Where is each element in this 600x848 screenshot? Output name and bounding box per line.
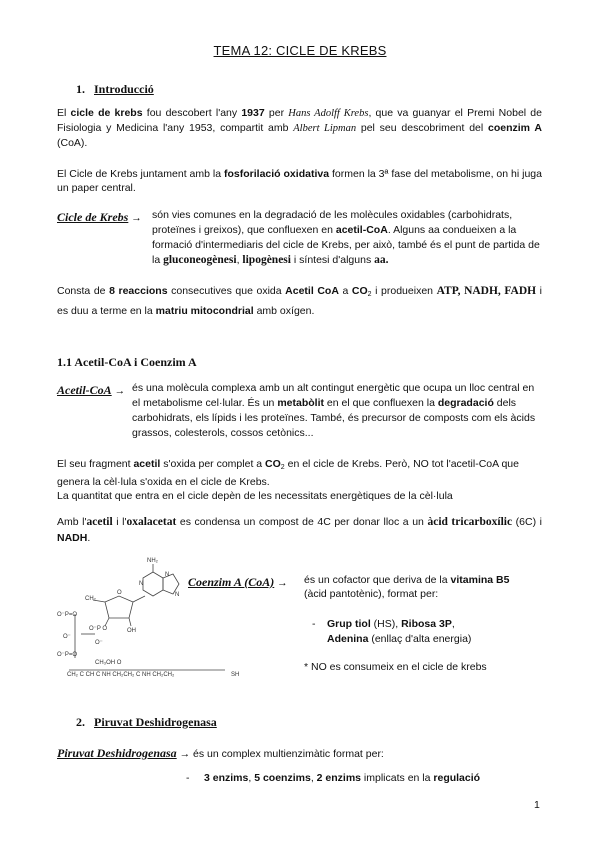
- svg-text:CH₂: CH₂: [85, 596, 96, 602]
- svg-text:O⁻P O: O⁻P O: [89, 626, 108, 632]
- definition-body-acetil-coa: és una molècula complexa amb un alt contingut energètic que ocupa un lloc central en el metabolisme cel·lular. És un metabòlit en el que confluexen la degradació dels carbohidrats, els lípids i les proteïnes. També, és precursor de composts com els àcids grassos, colesterols, cossos cetònics...: [132, 382, 536, 439]
- list-bullet: -: [312, 618, 316, 630]
- svg-text:O⁻: O⁻: [63, 634, 71, 640]
- list-bullet: -: [186, 772, 190, 784]
- svg-text:CH₃OH O: CH₃OH O: [95, 660, 122, 666]
- paragraph-fragment-acetil: El seu fragment acetil s'oxida per complet a $CO_2$ en el cicle de Krebs. Però, NO tot l'acetil-CoA que genera la cèl·lula s'oxida en el cicle de Krebs. La quantitat que entra en el cicle depèn de les necessitats energètiques de la cèl·lula: [57, 458, 519, 502]
- person-name: Hans Adolff Krebs: [288, 108, 369, 119]
- section-heading-introduccio: [76, 82, 154, 97]
- paragraph-reaccions: Consta de 8 reaccions consecutives que oxida Acetil CoA a $CO_2$ i produeixen ATP, NADH, FADH i es duu a terme en la matriu mitocondrial amb oxígen.: [57, 285, 542, 317]
- coa-note: * NO es consumeix en el cicle de krebs: [304, 661, 487, 673]
- paragraph-condensacio: Amb l'acetil i l'oxalacetat es condensa un compost de 4C per donar lloc a un àcid tricarboxílic (6C) i NADH.: [57, 516, 542, 544]
- piruvat-components: 3 enzims, 5 coenzims, 2 enzims implicats en la regulació: [204, 772, 481, 784]
- svg-text:O⁻: O⁻: [95, 640, 103, 646]
- section-number: 1.: [76, 82, 85, 96]
- section-number: 2.: [76, 715, 85, 729]
- definition-term-coenzim-a: Coenzim A (CoA) →: [188, 575, 288, 589]
- paragraph-intro: El cicle de krebs fou descobert l'any 1937 per Hans Adolff Krebs, que va guanyar el Premi Nobel de Fisiologia y Medicina l'any 1953, compartit amb Albert Lipman pel seu descobriment del coenzim A (CoA).: [57, 107, 542, 149]
- person-name: Albert Lipman: [293, 123, 357, 134]
- svg-text:N: N: [175, 592, 180, 598]
- svg-text:O: O: [117, 590, 122, 596]
- pantothenate-chain: CH₂ C CH C NH CH₂CH₂ C NH CH₂CH₂: [67, 672, 175, 678]
- keyword: cicle de krebs: [70, 107, 143, 119]
- thiol-group-label: SH: [231, 672, 240, 678]
- page-number: 1: [534, 799, 540, 811]
- svg-text:N: N: [139, 581, 144, 587]
- definition-term-cicle-krebs: Cicle de Krebs →: [57, 210, 142, 224]
- definition-term-acetil-coa: Acetil-CoA →: [57, 383, 126, 397]
- svg-text:N: N: [165, 572, 170, 578]
- svg-text:O⁻P=O: O⁻P=O: [57, 612, 78, 618]
- section-heading-piruvat: [76, 715, 217, 730]
- paragraph-fosforilacio: El Cicle de Krebs juntament amb la fosforilació oxidativa formen la 3ª fase del metabolisme, on hi juga un paper central.: [57, 168, 542, 194]
- definition-body-cicle-krebs: són vies comunes en la degradació de les molècules oxidables (carbohidrats, proteïnes i greixos), que confluexen en acetil-CoA. Alguns aa condueixen a la formació d'intermediaris del cicle de Krebs, per això, també és el punt de partida de la gluconeogènesi, lipogènesi i síntesi d'alguns aa.: [152, 209, 540, 266]
- definition-term-piruvat: Piruvat Deshidrogenasa → és un complex multienzimàtic format per:: [57, 746, 384, 760]
- section-title: Piruvat Deshidrogenasa: [94, 715, 217, 729]
- definition-body-coenzim-a-2: (àcid pantotènic), format per:: [304, 588, 439, 600]
- svg-text:OH: OH: [127, 628, 136, 634]
- definition-body-coenzim-a: és un cofactor que deriva de la vitamina B5: [304, 574, 510, 586]
- svg-text:O⁻P=O: O⁻P=O: [57, 652, 78, 658]
- coa-components-list: Grup tiol (HS), Ribosa 3P, Adenina (enllaç d'alta energia): [327, 618, 472, 645]
- nh2-label: NH₂: [147, 558, 158, 564]
- section-title: Introducció: [94, 82, 154, 96]
- section-heading-acetil-coa: 1.1 Acetil-CoA i Coenzim A: [57, 355, 197, 369]
- page-title: TEMA 12: CICLE DE KREBS: [213, 43, 387, 58]
